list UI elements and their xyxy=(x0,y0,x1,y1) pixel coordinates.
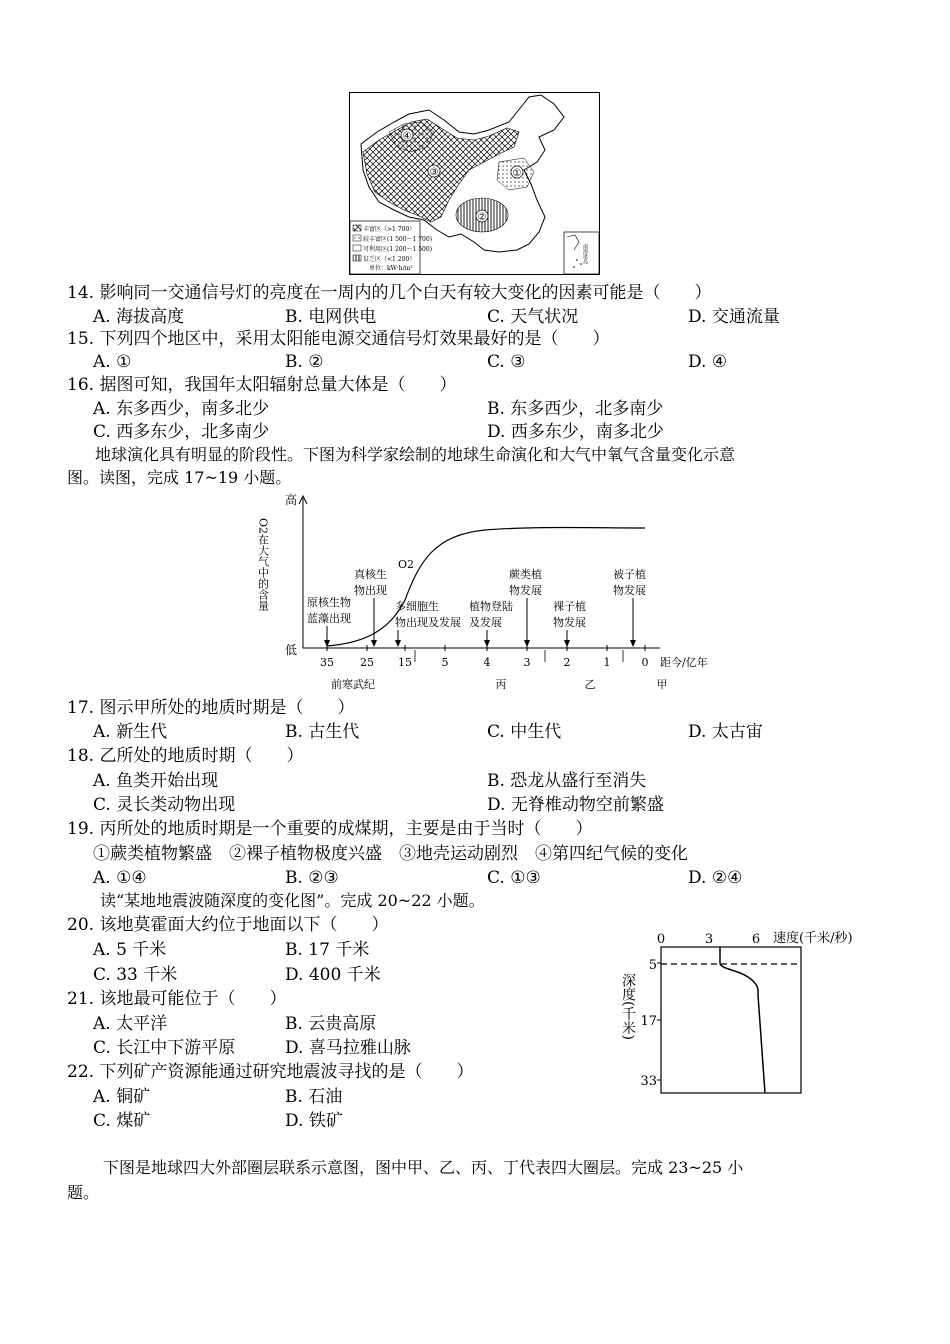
era-bing: 丙 xyxy=(495,678,507,691)
q16-option-a[interactable]: A. 东多西少，南多北少 xyxy=(93,399,270,419)
o2-tick-label: 25 xyxy=(360,656,374,669)
q17-option-b[interactable]: B. 古生代 xyxy=(285,722,360,742)
q21-stem: 21. 该地最可能位于（ ） xyxy=(67,989,287,1009)
o2-tick-label: 0 xyxy=(641,656,649,669)
q14-option-a[interactable]: A. 海拔高度 xyxy=(93,307,185,327)
q16-option-d[interactable]: D. 西多东少，南多北少 xyxy=(487,422,664,442)
o2-event-label: 植物登陆及发展 xyxy=(469,600,513,629)
seismic-y-tick-33: 33 xyxy=(640,1074,657,1089)
q18-option-a[interactable]: A. 鱼类开始出现 xyxy=(93,771,219,791)
seismic-x-tick-6: 6 xyxy=(751,932,761,947)
q22-stem: 22. 下列矿产资源能通过研究地震波寻找的是（ ） xyxy=(67,1062,474,1082)
seismic-x-tick-3: 3 xyxy=(704,932,714,947)
q19-option-d[interactable]: D. ②④ xyxy=(688,868,743,888)
q15-option-b[interactable]: B. ② xyxy=(285,352,324,372)
o2-event-label: 被子植物发展 xyxy=(613,568,646,597)
o2-x-unit: 距今/亿年 xyxy=(660,656,708,669)
q22-option-d[interactable]: D. 铁矿 xyxy=(285,1111,343,1131)
o2-event-arrowhead xyxy=(524,640,530,647)
seismic-y-title: 深度(千米) xyxy=(620,973,636,1040)
q16-option-b[interactable]: B. 东多西少，北多南少 xyxy=(487,399,664,419)
o2-event-arrowhead xyxy=(630,640,636,647)
o2-event-arrowhead xyxy=(484,640,490,647)
o2-event-arrowhead xyxy=(564,640,570,647)
q22-option-c[interactable]: C. 煤矿 xyxy=(93,1111,151,1131)
q19-stem: 19. 丙所处的地质时期是一个重要的成煤期，主要是由于当时（ ） xyxy=(67,819,593,839)
o2-tick-label: 5 xyxy=(441,656,449,669)
o2-tick-label: 15 xyxy=(398,656,412,669)
q18-option-d[interactable]: D. 无脊椎动物空前繁盛 xyxy=(487,795,664,815)
q15-option-d[interactable]: D. ④ xyxy=(688,352,728,372)
seismic-y-tick-5: 5 xyxy=(648,958,657,973)
q19-option-a[interactable]: A. ①④ xyxy=(93,868,147,888)
q15-option-c[interactable]: C. ③ xyxy=(487,352,526,372)
q15-option-a[interactable]: A. ① xyxy=(93,352,132,372)
era-jia: 甲 xyxy=(656,678,668,691)
q20-option-d[interactable]: D. 400 千米 xyxy=(285,965,381,985)
intro-20: 读“某地地震波随深度的变化图”。完成 20~22 小题。 xyxy=(100,891,485,910)
q19-option-b[interactable]: B. ②③ xyxy=(285,868,339,888)
q18-option-c[interactable]: C. 灵长类动物出现 xyxy=(93,795,236,815)
o2-y-label: O2在大气中的含量 xyxy=(256,518,270,612)
o2-y-top: 高 xyxy=(285,493,298,507)
o2-event-label: 裸子植物发展 xyxy=(553,600,586,629)
o2-event-label: 原核生物蓝藻出现 xyxy=(307,596,351,625)
legend-unit: 单位：kW·h/m² xyxy=(369,265,413,272)
o2-event-arrowhead xyxy=(371,640,377,647)
q14-stem: 14. 影响同一交通信号灯的亮度在一周内的几个白天有较大变化的因素可能是（ ） xyxy=(67,283,712,303)
seismic-x-tick-0: 0 xyxy=(656,932,666,947)
seismic-x-title: 速度(千米/秒) xyxy=(773,931,853,946)
map-region-4: ④ xyxy=(402,131,412,142)
o2-event-label: 蕨类植物发展 xyxy=(509,568,542,597)
o2-evolution-chart xyxy=(255,490,725,695)
era-precambrian: 前寒武纪 xyxy=(331,678,375,691)
o2-tick-label: 35 xyxy=(320,656,334,669)
intro-23-line1: 下图是地球四大外部圈层联系示意图，图中甲、乙、丙、丁代表四大圈层。完成 23~25 小 xyxy=(103,1158,744,1177)
o2-tick-label: 4 xyxy=(483,656,491,669)
legend-usable: 可利用区(1 200～1 500) xyxy=(363,246,433,253)
map-region-2: ② xyxy=(477,212,487,223)
intro-17-line2: 图。读图，完成 17~19 小题。 xyxy=(67,468,292,487)
q17-stem: 17. 图示甲所处的地质时期是（ ） xyxy=(67,698,355,718)
o2-tick-label: 3 xyxy=(523,656,531,669)
o2-curve-label: O2 xyxy=(398,558,415,571)
o2-event-arrowhead xyxy=(395,640,401,647)
q19-sub-items: ①蕨类植物繁盛 ②裸子植物极度兴盛 ③地壳运动剧烈 ④第四纪气候的变化 xyxy=(93,844,688,864)
q20-option-b[interactable]: B. 17 千米 xyxy=(285,940,370,960)
o2-y-bottom: 低 xyxy=(285,643,298,657)
o2-tick-label: 2 xyxy=(563,656,571,669)
q17-option-a[interactable]: A. 新生代 xyxy=(93,722,168,742)
q18-stem: 18. 乙所处的地质时期（ ） xyxy=(67,746,304,766)
legend-rich: 丰富区（>1 700） xyxy=(363,226,416,233)
intro-23-line2: 题。 xyxy=(67,1183,100,1202)
seismic-velocity-curve xyxy=(720,947,765,1093)
q16-option-c[interactable]: C. 西多东少，北多南少 xyxy=(93,422,270,442)
o2-event-label: 多细胞生物出现及发展 xyxy=(395,600,461,629)
q21-option-b[interactable]: B. 云贵高原 xyxy=(285,1014,377,1034)
q18-option-b[interactable]: B. 恐龙从盛行至消失 xyxy=(487,771,647,791)
seismic-y-tick-17: 17 xyxy=(640,1014,657,1029)
legend-fairly-rich: 较丰富区(1 500～1 700) xyxy=(363,236,433,243)
map-region-1: ① xyxy=(512,168,522,179)
o2-event-label: 真核生物出现 xyxy=(354,568,387,597)
q21-option-c[interactable]: C. 长江中下游平原 xyxy=(93,1038,236,1058)
q17-option-d[interactable]: D. 太古宙 xyxy=(688,722,763,742)
q16-stem: 16. 据图可知，我国年太阳辐射总量大体是（ ） xyxy=(67,375,457,395)
q22-option-a[interactable]: A. 铜矿 xyxy=(93,1087,151,1107)
o2-tick-label: 1 xyxy=(603,656,611,669)
legend-poor: 贫乏区（<1 200） xyxy=(363,256,416,263)
q17-option-c[interactable]: C. 中生代 xyxy=(487,722,562,742)
solar-radiation-map xyxy=(349,92,600,275)
q20-option-c[interactable]: C. 33 千米 xyxy=(93,965,178,985)
q20-stem: 20. 该地莫霍面大约位于地面以下（ ） xyxy=(67,915,389,935)
q15-stem: 15. 下列四个地区中，采用太阳能电源交通信号灯效果最好的是（ ） xyxy=(67,329,610,349)
q19-option-c[interactable]: C. ①③ xyxy=(487,868,541,888)
q21-option-a[interactable]: A. 太平洋 xyxy=(93,1014,168,1034)
q21-option-d[interactable]: D. 喜马拉雅山脉 xyxy=(285,1038,411,1058)
era-yi: 乙 xyxy=(584,678,596,691)
q14-option-d[interactable]: D. 交通流量 xyxy=(688,307,780,327)
inset-label: 南海诸岛 xyxy=(582,244,588,264)
seismic-wave-chart xyxy=(610,925,875,1095)
q14-option-c[interactable]: C. 天气状况 xyxy=(487,307,579,327)
map-region-3: ③ xyxy=(429,167,439,178)
q22-option-b[interactable]: B. 石油 xyxy=(285,1087,343,1107)
intro-17-line1: 地球演化具有明显的阶段性。下图为科学家绘制的地球生命演化和大气中氧气含量变化示意 xyxy=(95,445,736,464)
q14-option-b[interactable]: B. 电网供电 xyxy=(285,307,377,327)
q20-option-a[interactable]: A. 5 千米 xyxy=(93,940,167,960)
